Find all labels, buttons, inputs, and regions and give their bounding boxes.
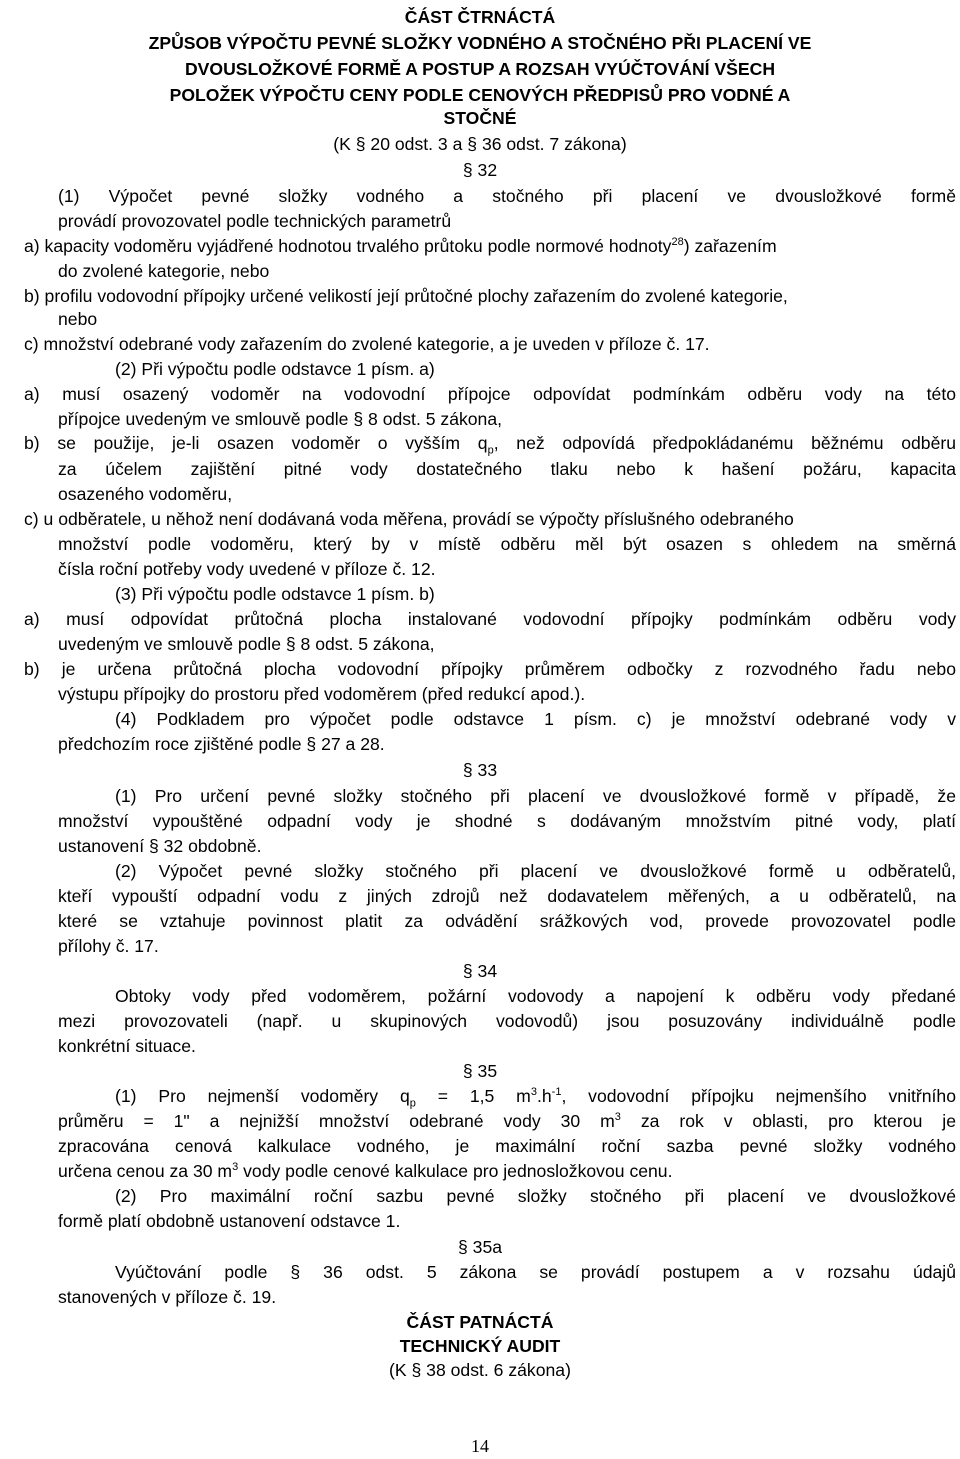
paragraph-line: b) profilu vodovodní přípojky určené velikostí její průtočné plochy zařazením do zvolené kategorie,: [24, 286, 788, 306]
paragraph-line: množství podle vodoměru, který by v místě odběru měl být osazen s ohledem na směrná: [58, 534, 956, 554]
paragraph-line: konkrétní situace.: [58, 1036, 196, 1056]
paragraph-line: čísla roční potřeby vody uvedené v příloze č. 12.: [58, 559, 436, 579]
part-title-line: POLOŽEK VÝPOČTU CENY PODLE CENOVÝCH PŘEDPISŮ PRO VODNÉ A: [169, 85, 791, 105]
paragraph-line: (1) Pro nejmenší vodoměry $q_p = 1,5$ $m^3.h^{-1}$, vodovodní přípojku nejmenšího vnitřního: [115, 1086, 956, 1110]
paragraph-line: a) musí odpovídat průtočná plocha instalované vodovodní přípojky podmínkám odběru vody: [24, 609, 956, 629]
paragraph-line: kteří vypouští odpadní vodu z jiných zdrojů než dodavatelem měřených, a u odběratelů, na: [58, 886, 956, 906]
paragraph-line: c) u odběratele, u něhož není dodávaná voda měřena, provádí se výpočty příslušného odebraného: [24, 509, 794, 529]
part-reference: (K § 38 odst. 6 zákona): [389, 1360, 571, 1380]
paragraph-line: za účelem zajištění pitné vody dostatečného tlaku nebo k hašení požáru, kapacita: [58, 459, 956, 479]
paragraph-line: a) musí osazený vodoměr na vodovodní přípojce odpovídat podmínkám odběru vody na této: [24, 384, 956, 404]
paragraph-line: (1) Pro určení pevné složky stočného při placení ve dvousložkové formě v případě, že: [115, 786, 956, 806]
paragraph-line: formě platí obdobně ustanovení odstavce 1.: [58, 1211, 401, 1231]
paragraph-line: průměru = 1" a nejnižší množství odebrané vody 30 $m^3$ za rok v oblasti, pro kterou je: [58, 1111, 956, 1131]
part-heading: ČÁST PATNÁCTÁ: [406, 1312, 554, 1332]
paragraph-line: přípojce uvedeným ve smlouvě podle § 8 odst. 5 zákona,: [58, 409, 503, 429]
paragraph-line: množství vypouštěné odpadní vody je shodné s dodávaným množstvím pitné vody, platí: [58, 811, 956, 831]
paragraph-line: (2) Výpočet pevné složky stočného při placení ve dvousložkové formě u odběratelů,: [115, 861, 956, 881]
part-title-line: STOČNÉ: [443, 108, 517, 128]
part-heading: ČÁST ČTRNÁCTÁ: [404, 7, 556, 27]
page-number: 14: [471, 1436, 489, 1456]
paragraph-line: provádí provozovatel podle technických parametrů: [58, 211, 452, 231]
paragraph-line: zpracována cenová kalkulace vodného, je maximální roční sazba pevné složky vodného: [58, 1136, 956, 1156]
paragraph-line: stanovených v příloze č. 19.: [58, 1287, 277, 1307]
paragraph-line: b) se použije, je-li osazen vodoměr o vyšším $q_p$, než odpovídá předpokládanému běžnému odběru: [24, 433, 956, 457]
paragraph-line: (1) Výpočet pevné složky vodného a stočného při placení ve dvousložkové formě: [58, 186, 956, 206]
paragraph-line: Vyúčtování podle § 36 odst. 5 zákona se provádí postupem a v rozsahu údajů: [115, 1262, 956, 1282]
paragraph-line: určena cenou za 30 $m^3$ vody podle cenové kalkulace pro jednosložkovou cenu.: [58, 1161, 673, 1181]
section-number: § 32: [462, 160, 498, 180]
paragraph-line: osazeného vodoměru,: [58, 484, 233, 504]
part-reference: (K § 20 odst. 3 a § 36 odst. 7 zákona): [333, 134, 627, 154]
paragraph-line: b) je určena průtočná plocha vodovodní přípojky průměrem odbočky z rozvodného řadu nebo: [24, 659, 956, 679]
paragraph-line: c) množství odebrané vody zařazením do zvolené kategorie, a je uveden v příloze č. 17.: [24, 334, 710, 354]
paragraph-line: (2) Pro maximální roční sazbu pevné složky stočného při placení ve dvousložkové: [115, 1186, 956, 1206]
paragraph-line: nebo: [58, 309, 98, 329]
section-number: § 33: [462, 760, 498, 780]
paragraph-line: uvedeným ve smlouvě podle § 8 odst. 5 zákona,: [58, 634, 435, 654]
paragraph-line: které se vztahuje povinnost platit za odvádění srážkových vod, provede provozovatel podle: [58, 911, 956, 931]
paragraph-line: (3) Při výpočtu podle odstavce 1 písm. b): [115, 584, 435, 604]
paragraph-line: Obtoky vody před vodoměrem, požární vodovody a napojení k odběru vody předané: [115, 986, 956, 1006]
part-title: TECHNICKÝ AUDIT: [399, 1336, 561, 1356]
part-title-line: ZPŮSOB VÝPOČTU PEVNÉ SLOŽKY VODNÉHO A STOČNÉHO PŘI PLACENÍ VE: [148, 33, 812, 53]
paragraph-line: do zvolené kategorie, nebo: [58, 261, 270, 281]
part-title-line: DVOUSLOŽKOVÉ FORMĚ A POSTUP A ROZSAH VYÚČTOVÁNÍ VŠECH: [184, 59, 776, 79]
section-number: § 34: [462, 961, 498, 981]
paragraph-line: (4) Podkladem pro výpočet podle odstavce 1 písm. c) je množství odebrané vody v: [115, 709, 956, 729]
paragraph-line: (2) Při výpočtu podle odstavce 1 písm. a): [115, 359, 435, 379]
section-number: § 35: [462, 1061, 498, 1081]
paragraph-line: předchozím roce zjištěné podle § 27 a 28.: [58, 734, 385, 754]
paragraph-line: mezi provozovateli (např. u skupinových vodovodů) jsou posuzovány individuálně podle: [58, 1011, 956, 1031]
paragraph-line: přílohy č. 17.: [58, 936, 159, 956]
paragraph-line: a) kapacity vodoměru vyjádřené hodnotou trvalého průtoku podle normové hodnoty$^{28}$) zařazením: [24, 236, 777, 256]
section-number: § 35a: [457, 1237, 503, 1257]
paragraph-line: výstupu přípojky do prostoru před vodoměrem (před redukcí apod.).: [58, 684, 586, 704]
paragraph-line: ustanovení § 32 obdobně.: [58, 836, 262, 856]
